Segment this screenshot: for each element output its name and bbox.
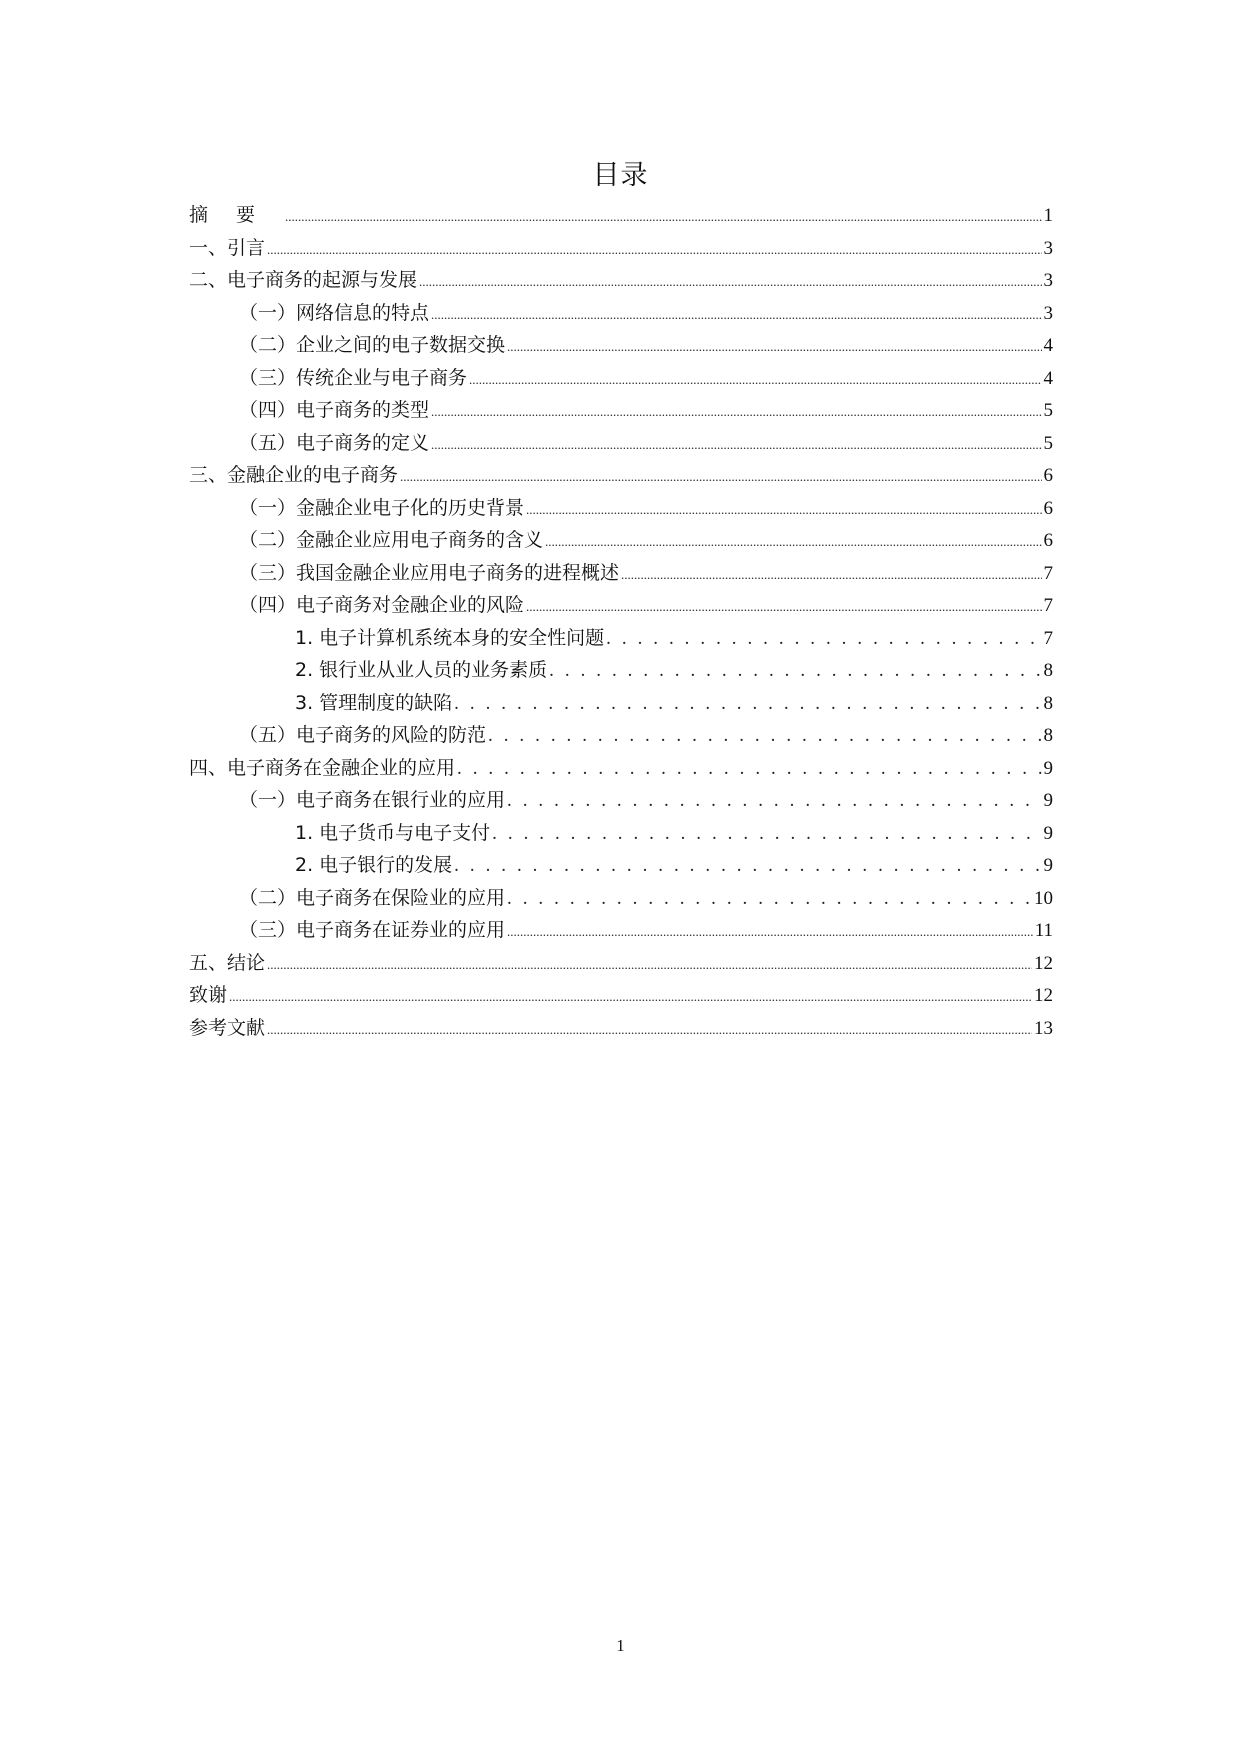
page-number: 1 [616,1636,625,1655]
toc-entry-title: 致谢 [189,984,228,1006]
toc-entry-title: （三）传统企业与电子商务 [239,366,468,389]
toc-entry-page: 7 [1043,562,1053,584]
toc-entry[interactable] [189,297,1053,330]
toc-entry[interactable] [189,427,1053,460]
toc-entry-page: 9 [1043,790,1053,811]
toc-entry[interactable] [189,459,1053,492]
toc-entry-title: 四、电子商务在金融企业的应用 [189,756,456,779]
toc-entry-title: （二）金融企业应用电子商务的含义 [239,529,544,551]
page-title: 目录 [592,160,649,191]
toc-entry-page: 6 [1043,497,1053,519]
toc-entry-title: （一）电子商务在银行业的应用 [239,789,506,811]
toc-entry-title: （四）电子商务对金融企业的风险 [239,594,525,616]
toc-entry-title: （二）企业之间的电子数据交换 [239,334,506,356]
toc-entry-title: （一）金融企业电子化的历史背景 [239,496,525,519]
toc-entry-page: 9 [1043,757,1053,779]
toc-entry-page: 8 [1043,725,1053,746]
toc-entry-title: 三、金融企业的电子商务 [189,464,399,486]
toc-entry-title: （二）电子商务在保险业的应用 [239,886,506,909]
toc-entry-page: 1 [1043,205,1053,226]
toc-entry-title: 2. 电子银行的发展 [295,854,453,876]
toc-entry-title: 二、电子商务的起源与发展 [189,269,418,291]
toc-entry[interactable] [189,1012,1053,1045]
toc-entry[interactable] [189,524,1053,557]
toc-entry-page: 9 [1043,822,1053,844]
toc-entry-page: 8 [1043,692,1053,714]
toc-dot-leader [492,818,1041,852]
toc-entry[interactable] [189,947,1053,980]
toc-dot-leader [621,559,1041,592]
toc-dot-leader [526,591,1041,624]
toc-entry[interactable] [189,394,1053,427]
toc-dot-leader [469,364,1041,397]
toc-entry[interactable] [189,362,1053,395]
toc-entry[interactable] [189,492,1053,525]
toc-entry-title: 摘要 [189,204,284,226]
toc-entry-page: 3 [1043,237,1053,259]
toc-entry-page: 6 [1043,465,1053,486]
table-of-contents [189,199,1053,1044]
toc-entry-page: 9 [1043,855,1053,876]
toc-entry-title: 3. 管理制度的缺陷 [295,691,453,714]
toc-entry[interactable] [189,687,1053,720]
toc-dot-leader [419,266,1041,299]
toc-entry-title: 1. 电子计算机系统本身的安全性问题 [295,626,605,649]
toc-entry-page: 5 [1043,432,1053,454]
toc-entry[interactable] [189,719,1053,752]
toc-dot-leader [454,850,1041,884]
toc-entry-title: 参考文献 [189,1016,266,1039]
toc-entry[interactable] [189,589,1053,622]
toc-entry-page: 5 [1043,400,1053,421]
toc-dot-leader [454,688,1041,722]
toc-entry-title: （三）电子商务在证券业的应用 [239,919,506,941]
toc-entry-title: （三）我国金融企业应用电子商务的进程概述 [239,561,620,584]
toc-entry-page: 12 [1034,952,1053,974]
toc-dot-leader [507,916,1033,949]
toc-entry[interactable] [189,979,1053,1012]
toc-entry-page: 6 [1043,530,1053,551]
toc-entry[interactable] [189,784,1053,817]
toc-dot-leader [507,883,1032,917]
toc-entry[interactable] [189,882,1053,915]
toc-entry-page: 3 [1043,270,1053,291]
toc-entry[interactable] [189,752,1053,785]
toc-dot-leader [549,655,1041,689]
toc-entry[interactable] [189,914,1053,947]
toc-entry-page: 4 [1043,335,1053,356]
toc-dot-leader [431,299,1041,332]
toc-dot-leader [457,753,1041,787]
toc-entry-page: 10 [1034,887,1053,909]
toc-entry-page: 13 [1034,1017,1053,1039]
toc-entry[interactable] [189,199,1053,232]
toc-entry[interactable] [189,557,1053,590]
toc-entry[interactable] [189,622,1053,655]
toc-entry-title: （五）电子商务的风险的防范 [239,724,487,746]
toc-entry-page: 3 [1043,302,1053,324]
toc-dot-leader [507,785,1041,819]
toc-entry-page: 7 [1043,627,1053,649]
toc-dot-leader [431,396,1041,429]
toc-entry-title: 一、引言 [189,236,266,259]
toc-entry-title: 五、结论 [189,951,266,974]
toc-dot-leader [606,623,1041,657]
toc-entry-title: （五）电子商务的定义 [239,431,430,454]
toc-entry-page: 11 [1034,920,1053,941]
toc-dot-leader [526,494,1041,527]
toc-dot-leader [545,526,1041,559]
toc-entry[interactable] [189,817,1053,850]
toc-entry-title: 2. 银行业从业人员的业务素质 [295,659,548,681]
toc-dot-leader [488,720,1041,754]
toc-entry-page: 7 [1043,595,1053,616]
toc-dot-leader [229,981,1032,1014]
toc-dot-leader [285,201,1041,234]
toc-entry-page: 12 [1034,985,1053,1006]
toc-entry-title: （四）电子商务的类型 [239,399,430,421]
toc-dot-leader [400,461,1041,494]
toc-dot-leader [431,429,1041,462]
toc-entry[interactable] [189,264,1053,297]
toc-entry[interactable] [189,849,1053,882]
toc-entry[interactable] [189,329,1053,362]
toc-entry-page: 4 [1043,367,1053,389]
toc-dot-leader [507,331,1041,364]
toc-entry[interactable] [189,232,1053,265]
toc-entry-page: 8 [1043,660,1053,681]
toc-dot-leader [267,234,1041,267]
toc-entry-title: 1. 电子货币与电子支付 [295,821,491,844]
toc-dot-leader [267,949,1032,982]
toc-dot-leader [267,1014,1032,1047]
toc-entry[interactable] [189,654,1053,687]
toc-entry-title: （一）网络信息的特点 [239,301,430,324]
